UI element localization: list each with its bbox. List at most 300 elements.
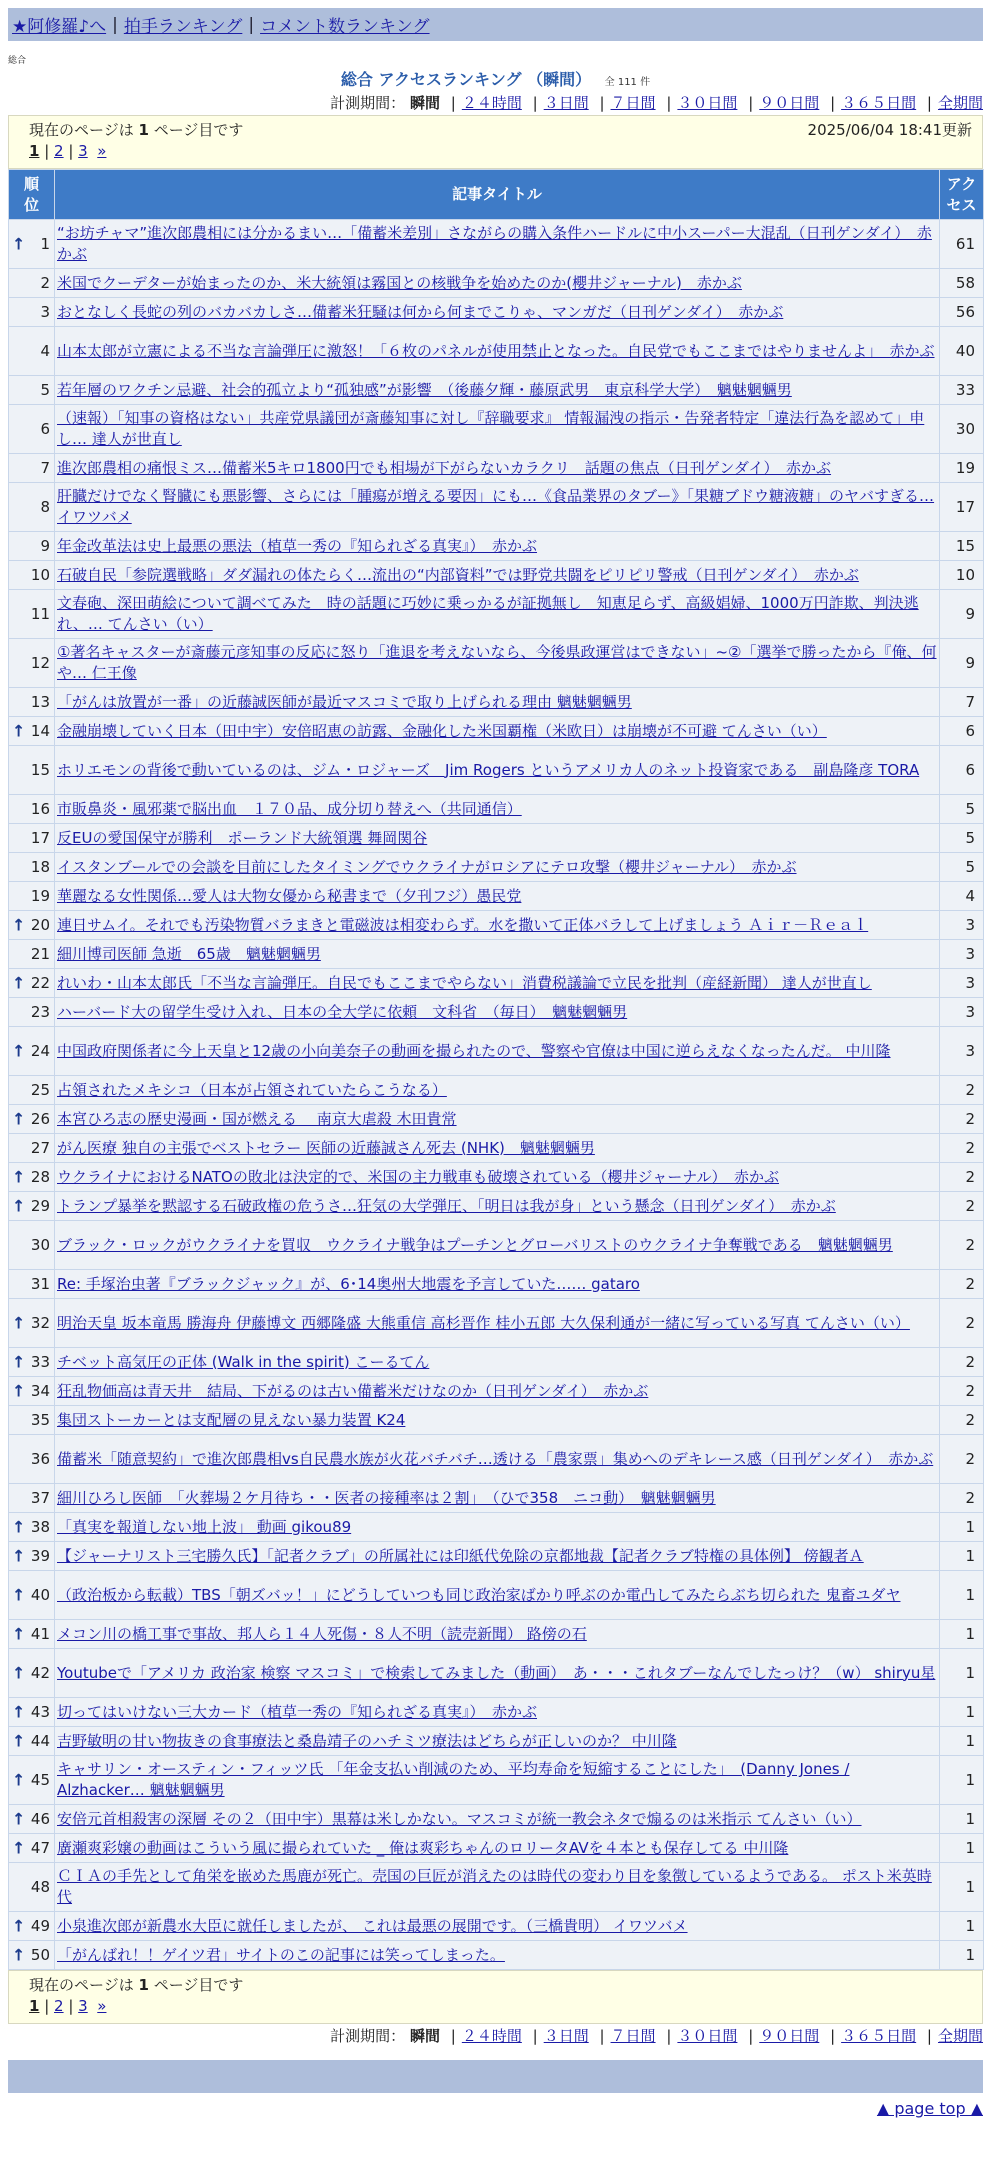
period-current: 瞬間 (409, 2027, 440, 2045)
table-row (9, 911, 984, 940)
table-row (9, 590, 984, 639)
rank-number: 30 (30, 1235, 50, 1254)
title-cell (55, 1105, 940, 1134)
article-link[interactable]: 切ってはいけない三大カード（植草一秀の『知られざる真実』） 赤かぶ (57, 1702, 538, 1721)
rank-cell (9, 1221, 55, 1270)
up-arrow-icon: ↑ (12, 1838, 26, 1858)
title-cell (55, 376, 940, 405)
page-status-bottom: 現在のページは 1 ページ目です (29, 1976, 244, 1994)
article-link[interactable]: 本宮ひろ志の歴史漫画・国が燃える 南京大虐殺 木田貴常 (57, 1109, 457, 1128)
table-row (9, 1756, 984, 1805)
access-count: 2 (940, 1134, 984, 1163)
period-365d[interactable]: ３６５日間 (841, 94, 917, 112)
pager-current-bottom: 1 (29, 1997, 40, 2015)
rank-number: 34 (30, 1381, 50, 1400)
table-row (9, 1620, 984, 1649)
period-selector: 計測期間： 瞬間 | ２４時間 | ３日間 | ７日間 | ３０日間 | ９０日間 | ３６５日間 | 全期間 (330, 94, 983, 112)
article-link[interactable]: 細川博司医師 急逝 65歳 魑魅魍魎男 (57, 944, 321, 963)
nav-separator: | (248, 14, 255, 35)
access-count: 1 (940, 1620, 984, 1649)
up-arrow-icon: ↑ (12, 1624, 26, 1644)
rank-cell (9, 483, 55, 532)
title-cell (55, 1513, 940, 1542)
article-link[interactable]: 「真実を報道しない地上波」 動画 gikou89 (57, 1517, 352, 1536)
page-title (8, 69, 983, 91)
up-arrow-icon: ↑ (12, 1352, 26, 1372)
table-row (9, 1727, 984, 1756)
article-link[interactable]: 集団ストーカーとは支配層の見えない暴力装置 K24 (57, 1410, 406, 1429)
access-count: 3 (940, 969, 984, 998)
page-status: 現在のページは 1 ページ目です (29, 121, 244, 139)
title-cell (55, 1756, 940, 1805)
title-cell (55, 639, 940, 688)
rank-number: 26 (30, 1109, 50, 1128)
pager-next[interactable]: » (97, 142, 107, 160)
access-count: 1 (940, 1912, 984, 1941)
rank-cell (9, 405, 55, 454)
rank-number: 49 (30, 1916, 50, 1935)
title-cell (55, 1163, 940, 1192)
rank-cell (9, 1620, 55, 1649)
table-row (9, 1027, 984, 1076)
rank-cell (9, 1027, 55, 1076)
rank-cell (9, 1192, 55, 1221)
title-cell (55, 1484, 940, 1513)
table-row (9, 1542, 984, 1571)
article-link[interactable]: メコン川の橋工事で事故、邦人ら１４人死傷・８人不明（読売新聞） 路傍の石 (57, 1624, 587, 1643)
period-3d[interactable]: ３日間 (543, 2027, 589, 2045)
table-row (9, 298, 984, 327)
rank-number: 13 (30, 692, 50, 711)
period-selector-bottom: 計測期間： 瞬間 | ２４時間 | ３日間 | ７日間 | ３０日間 | ９０日間 | ３６５日間 | 全期間 (330, 2027, 983, 2045)
article-link[interactable]: 若年層のワクチン忌避、社会的孤立より“孤独感”が影響 （後藤夕輝・藤原武男 東京科学大学） 魑魅魍魎男 (57, 380, 792, 399)
title-cell (55, 1941, 940, 1970)
rank-number: 32 (30, 1313, 50, 1332)
period-label: 計測期間： (330, 2027, 406, 2045)
access-count: 1 (940, 1698, 984, 1727)
table-row (9, 1863, 984, 1912)
article-link[interactable]: トランプ暴挙を黙認する石破政権の危うさ…狂気の大学弾圧、「明日は我が身」という懸念（日刊ゲンダイ） 赤かぶ (57, 1196, 836, 1215)
access-count: 6 (940, 746, 984, 795)
rank-cell (9, 1863, 55, 1912)
page-top-link[interactable]: ▲ page top ▲ (876, 2099, 983, 2118)
up-arrow-icon: ↑ (12, 1517, 26, 1537)
access-count: 1 (940, 1941, 984, 1970)
article-link[interactable]: 年金改革法は史上最悪の悪法（植草一秀の『知られざる真実』） 赤かぶ (57, 536, 538, 555)
rank-cell (9, 327, 55, 376)
table-row (9, 454, 984, 483)
article-link[interactable]: ホリエモンの背後で動いているのは、ジム・ロジャーズ Jim Rogers というアメリカ人のネット投資家である 副島隆彦 TORA (57, 760, 920, 779)
rank-number: 41 (30, 1624, 50, 1643)
table-row (9, 405, 984, 454)
rank-number: 2 (40, 273, 50, 292)
rank-number: 25 (30, 1080, 50, 1099)
rank-cell (9, 688, 55, 717)
rank-cell (9, 1756, 55, 1805)
rank-cell (9, 940, 55, 969)
article-link[interactable]: ＣＩＡの手先として角栄を嵌めた馬鹿が死亡。売国の巨匠が消えたのは時代の変わり目を象徴しているようである。 ポスト米英時代 (57, 1867, 932, 1906)
title-cell (55, 532, 940, 561)
rank-cell (9, 882, 55, 911)
article-link[interactable]: ブラック・ロックがウクライナを買収 ウクライナ戦争はプーチンとグローバリストのウクライナ争奪戦である 魑魅魍魎男 (57, 1235, 893, 1254)
access-count: 3 (940, 1027, 984, 1076)
access-count: 5 (940, 795, 984, 824)
table-row (9, 1221, 984, 1270)
article-link[interactable]: イスタンブールでの会談を目前にしたタイミングでウクライナがロシアにテロ攻撃（櫻井ジャーナル） 赤かぶ (57, 857, 797, 876)
access-count: 2 (940, 1192, 984, 1221)
rank-number: 28 (30, 1167, 50, 1186)
page-top-wrap (8, 2093, 983, 2118)
up-arrow-icon: ↑ (12, 1945, 26, 1965)
access-count: 33 (940, 376, 984, 405)
access-count: 2 (940, 1406, 984, 1435)
rank-cell (9, 1698, 55, 1727)
access-count: 1 (940, 1756, 984, 1805)
title-cell (55, 1698, 940, 1727)
rank-number: 47 (30, 1838, 50, 1857)
period-30d[interactable]: ３０日間 (677, 2027, 738, 2045)
rank-number: 27 (30, 1138, 50, 1157)
title-cell (55, 1912, 940, 1941)
rank-cell (9, 590, 55, 639)
table-row (9, 940, 984, 969)
up-arrow-icon: ↑ (12, 1770, 26, 1790)
title-cell (55, 1221, 940, 1270)
article-link[interactable]: キャサリン・オースティン・フィッツ氏 「年金支払い削減のため、平均寿命を短縮することにした」 (Danny Jones / Alzhacker… 魑魅魍魎男 (57, 1760, 850, 1799)
article-link[interactable]: 安倍元首相殺害の深層 その２（田中宇）黒幕は米しかない。マスコミが統一教会ネタで煽るのは米指示 てんさい（い） (57, 1809, 862, 1828)
title-cell (55, 1571, 940, 1620)
rank-cell (9, 639, 55, 688)
up-arrow-icon: ↑ (12, 1546, 26, 1566)
rank-number: 39 (30, 1546, 50, 1565)
rank-cell (9, 853, 55, 882)
rank-number: 10 (30, 565, 50, 584)
rank-cell (9, 1513, 55, 1542)
title-cell (55, 998, 940, 1027)
access-count: 2 (940, 1435, 984, 1484)
title-cell (55, 824, 940, 853)
title-cell (55, 405, 940, 454)
period-all[interactable]: 全期間 (937, 2027, 983, 2045)
table-row (9, 220, 984, 269)
article-link[interactable]: 【ジャーナリスト三宅勝久氏】「記者クラブ」の所属社には印紙代免除の京都地裁【記者クラブ特権の具体例】 傍観者Ａ (57, 1546, 864, 1565)
pager-page-3-bottom[interactable]: 3 (78, 1997, 88, 2015)
ranking-title: 総合 アクセスランキング （瞬間） (340, 70, 592, 89)
table-row (9, 327, 984, 376)
table-row (9, 1406, 984, 1435)
rank-cell (9, 269, 55, 298)
rank-number: 5 (40, 380, 50, 399)
article-link[interactable]: 細川ひろし医師 「火葬場２ケ月待ち・・医者の接種率は２割」 （ひで358 ニコ動） 魑魅魍魎男 (57, 1488, 716, 1507)
article-link[interactable]: 吉野敏明の甘い物抜きの食事療法と桑島靖子のハチミツ療法はどちらが正しいのか？ 中川隆 (57, 1731, 677, 1750)
rank-cell (9, 824, 55, 853)
table-row (9, 1348, 984, 1377)
rank-number: 12 (30, 653, 50, 672)
access-count: 2 (940, 1299, 984, 1348)
rank-number: 38 (30, 1517, 50, 1536)
table-row (9, 532, 984, 561)
table-row (9, 1192, 984, 1221)
rank-cell (9, 1834, 55, 1863)
title-cell (55, 1834, 940, 1863)
table-row (9, 1299, 984, 1348)
pager-page-2[interactable]: 2 (54, 142, 64, 160)
article-link[interactable]: 小泉進次郎が新農水大臣に就任しましたが、 これは最悪の展開です。（三橋貴明） イワツバメ (57, 1916, 688, 1935)
title-cell (55, 969, 940, 998)
table-row (9, 1377, 984, 1406)
title-cell (55, 1377, 940, 1406)
rank-number: 48 (30, 1877, 50, 1896)
period-all[interactable]: 全期間 (937, 94, 983, 112)
article-link[interactable]: 狂乱物価高は青天井 結局、下がるのは古い備蓄米だけなのか（日刊ゲンダイ） 赤かぶ (57, 1381, 649, 1400)
title-cell (55, 688, 940, 717)
pager-bottom: 現在のページは 1 ページ目です 1 | 2 | 3 » (8, 1970, 983, 2024)
title-cell (55, 1805, 940, 1834)
article-link[interactable]: 進次郎農相の痛恨ミス…備蓄米5キロ1800円でも相場が下がらないカラクリ 話題の焦点（日刊ゲンダイ） 赤かぶ (57, 458, 832, 477)
table-row (9, 1649, 984, 1698)
period-24h[interactable]: ２４時間 (461, 94, 522, 112)
period-3d[interactable]: ３日間 (543, 94, 589, 112)
title-cell (55, 746, 940, 795)
rank-number: 46 (30, 1809, 50, 1828)
nav-link-ashura[interactable]: ★阿修羅♪へ (12, 17, 107, 37)
article-link[interactable]: 中国政府関係者に今上天皇と12歳の小向美奈子の動画を撮られたので、警察や官僚は中国に逆らえなくなったんだ。 中川隆 (57, 1041, 891, 1060)
table-row (9, 998, 984, 1027)
title-cell (55, 1192, 940, 1221)
up-arrow-icon: ↑ (12, 1731, 26, 1751)
title-cell (55, 483, 940, 532)
top-nav-bar (8, 8, 983, 41)
table-row (9, 969, 984, 998)
rank-number: 18 (30, 857, 50, 876)
rank-number: 37 (30, 1488, 50, 1507)
rank-cell (9, 1727, 55, 1756)
table-row (9, 1698, 984, 1727)
article-link[interactable]: 反EUの愛国保守が勝利 ポーランド大統領選 舞岡関谷 (57, 828, 428, 847)
article-link[interactable]: 廣瀬爽彩嬢の動画はこういう風に撮られていた _ 俺は爽彩ちゃんのロリータAVを４本とも保存してる 中川隆 (57, 1838, 789, 1857)
table-row (9, 853, 984, 882)
pager-page-3[interactable]: 3 (78, 142, 88, 160)
nav-link-clap-ranking[interactable]: 拍手ランキング (123, 17, 243, 37)
nav-separator: | (112, 14, 118, 35)
article-link[interactable]: ハーバード大の留学生受け入れ、日本の全大学に依頼 文科省 （毎日） 魑魅魍魎男 (57, 1002, 628, 1021)
article-link[interactable]: ウクライナにおけるNATOの敗北は決定的で、米国の主力戦車も破壊されている（櫻井ジャーナル） 赤かぶ (57, 1167, 779, 1186)
up-arrow-icon: ↑ (12, 1041, 26, 1061)
title-cell (55, 717, 940, 746)
title-cell (55, 1863, 940, 1912)
ranking-table (8, 169, 984, 1970)
title-cell (55, 454, 940, 483)
rank-cell (9, 1542, 55, 1571)
title-cell (55, 1027, 940, 1076)
title-cell (55, 590, 940, 639)
rank-cell (9, 1348, 55, 1377)
rank-number: 24 (30, 1041, 50, 1060)
table-row (9, 1270, 984, 1299)
table-row (9, 1513, 984, 1542)
up-arrow-icon: ↑ (12, 1109, 26, 1129)
rank-number: 35 (30, 1410, 50, 1429)
title-cell (55, 911, 940, 940)
rank-number: 22 (30, 973, 50, 992)
table-row (9, 1076, 984, 1105)
access-count: 15 (940, 532, 984, 561)
rank-number: 44 (30, 1731, 50, 1750)
nav-link-comment-ranking[interactable]: コメント数ランキング (260, 17, 430, 37)
up-arrow-icon: ↑ (12, 915, 26, 935)
rank-number: 15 (30, 760, 50, 779)
up-arrow-icon: ↑ (12, 234, 26, 254)
period-current: 瞬間 (409, 94, 440, 112)
rank-number: 31 (30, 1274, 50, 1293)
article-link[interactable]: おとなしく長蛇の列のバカバカしさ…備蓄米狂騒は何から何までこりゃ、マンガだ（日刊ゲンダイ） 赤かぶ (57, 302, 784, 321)
rank-cell (9, 1076, 55, 1105)
article-link[interactable]: 肝臓だけでなく腎臓にも悪影響、さらには「腫瘍が増える要因」にも…《食品業界のタブー》「果糖ブドウ糖液糖」のヤバすぎる… イワツバメ (57, 487, 935, 526)
title-cell (55, 327, 940, 376)
article-link[interactable]: Youtubeで「アメリカ 政治家 検察 マスコミ」で検索してみました（動画） あ・・・これタブーなんでしたっけ？（w） shiryu星 (57, 1663, 936, 1682)
article-link[interactable]: 連日サムイ。それでも汚染物質バラまきと電磁波は相変わらず。水を撒いて正体バラして上げましょう Ａｉｒ－Ｒｅａｌ (57, 915, 869, 934)
rank-cell (9, 746, 55, 795)
access-count: 10 (940, 561, 984, 590)
table-row (9, 1484, 984, 1513)
article-link[interactable]: 備蓄米「随意契約」で進次郎農相vs自民農水族が火花バチバチ…透ける「農家票」集めへのデキレース感（日刊ゲンダイ） 赤かぶ (57, 1449, 934, 1468)
header-rank: 順位 (9, 170, 55, 220)
title-cell (55, 1727, 940, 1756)
article-link[interactable]: Re: 手塚治虫著『ブラックジャック』が、6･14奥州大地震を予言していた…… gataro (57, 1274, 640, 1293)
article-link[interactable]: 華麗なる女性関係…愛人は大物女優から秘書まで（夕刊フジ）愚民党 (57, 886, 522, 905)
rank-cell (9, 1270, 55, 1299)
period-90d[interactable]: ９０日間 (759, 2027, 820, 2045)
access-count: 2 (940, 1484, 984, 1513)
article-link[interactable]: “お坊チャマ”進次郎農相には分かるまい…「備蓄米差別」さながらの購入条件ハードルに中小スーパー大混乱（日刊ゲンダイ） 赤かぶ (57, 224, 932, 263)
rank-number: 43 (30, 1702, 50, 1721)
access-count: 2 (940, 1105, 984, 1134)
article-link[interactable]: 山本太郎が立憲による不当な言論弾圧に激怒！「６枚のパネルが使用禁止となった。自民党でもここまではやりませんよ」 赤かぶ (57, 341, 935, 360)
article-link[interactable]: れいわ・山本太郎氏「不当な言論弾圧。自民でもここまでやらない」消費税議論で立民を批判（産経新聞） 達人が世直し (57, 973, 872, 992)
rank-cell (9, 561, 55, 590)
period-365d[interactable]: ３６５日間 (841, 2027, 917, 2045)
title-cell (55, 561, 940, 590)
table-row (9, 639, 984, 688)
table-row (9, 882, 984, 911)
access-count: 7 (940, 688, 984, 717)
rank-cell (9, 795, 55, 824)
header-access: アクセス (940, 170, 984, 220)
rank-number: 29 (30, 1196, 50, 1215)
rank-cell (9, 220, 55, 269)
rank-cell (9, 454, 55, 483)
article-link[interactable]: チベット高気圧の正体 (Walk in the spirit) こーるてん (57, 1352, 430, 1371)
article-link[interactable]: 市販鼻炎・風邪薬で脳出血 １７０品、成分切り替えへ（共同通信） (57, 799, 522, 818)
rank-number: 21 (30, 944, 50, 963)
article-link[interactable]: 米国でクーデターが始まったのか、米大統領は霧国との核戦争を始めたのか(櫻井ジャーナル) 赤かぶ (57, 273, 742, 292)
period-30d[interactable]: ３０日間 (677, 94, 738, 112)
up-arrow-icon: ↑ (12, 1585, 26, 1605)
article-link[interactable]: （政治板から転載）TBS「朝ズバッ！」にどうしていつも同じ政治家ばかり呼ぶのか電凸してみたらぶち切られた 鬼畜ユダヤ (57, 1585, 901, 1604)
table-row (9, 746, 984, 795)
access-count: 1 (940, 1834, 984, 1863)
rank-number: 42 (30, 1663, 50, 1682)
article-link[interactable]: （速報）「知事の資格はない」共産党県議団が斎藤知事に対し『辞職要求』 情報漏洩の指示・告発者特定「違法行為を認めて」申し… 達人が世直し (57, 409, 925, 448)
access-count: 1 (940, 1513, 984, 1542)
article-link[interactable]: 「がんは放置が一番」の近藤誠医師が最近マスコミで取り上げられる理由 魑魅魍魎男 (57, 692, 632, 711)
title-cell (55, 1134, 940, 1163)
title-cell (55, 1348, 940, 1377)
rank-number: 40 (30, 1585, 50, 1604)
up-arrow-icon: ↑ (12, 973, 26, 993)
article-link[interactable]: 石破自民「参院選戦略」ダダ漏れの体たらく…流出の“内部資料”では野党共闘をピリピリ警戒（日刊ゲンダイ） 赤かぶ (57, 565, 859, 584)
period-7d[interactable]: ７日間 (610, 2027, 656, 2045)
article-link[interactable]: がん医療 独自の主張でベストセラー 医師の近藤誠さん死去 (NHK) 魑魅魍魎男 (57, 1138, 595, 1157)
table-row (9, 1941, 984, 1970)
table-row (9, 269, 984, 298)
access-count: 9 (940, 590, 984, 639)
title-cell (55, 1299, 940, 1348)
rank-number: 33 (30, 1352, 50, 1371)
article-link[interactable]: 文春砲、深田萌絵について調べてみた 時の話題に巧妙に乗っかるが証拠無し 知恵足らず、高級娼婦、1000万円詐欺、判決逃れ、… てんさい（い） (57, 594, 919, 633)
article-link[interactable]: 金融崩壊していく日本（田中宇）安倍昭恵の訪露、金融化した米国覇権（米欧日）は崩壊が不可避 てんさい（い） (57, 721, 827, 740)
rank-cell (9, 1377, 55, 1406)
article-link[interactable]: 「がんばれ！！ゲイツ君」サイトのこの記事には笑ってしまった。 (57, 1945, 505, 1964)
rank-number: 36 (30, 1449, 50, 1468)
rank-number: 16 (30, 799, 50, 818)
title-cell (55, 1435, 940, 1484)
article-link[interactable]: 明治天皇 坂本竜馬 勝海舟 伊藤博文 西郷隆盛 大熊重信 高杉晋作 桂小五郎 大久保利通が一緒に写っている写真 てんさい（い） (57, 1313, 910, 1332)
up-arrow-icon: ↑ (12, 1809, 26, 1829)
access-count: 1 (940, 1805, 984, 1834)
pager-next-bottom[interactable]: » (97, 1997, 107, 2015)
rank-cell (9, 1299, 55, 1348)
table-row (9, 1435, 984, 1484)
title-cell (55, 853, 940, 882)
access-count: 1 (940, 1542, 984, 1571)
title-cell (55, 1542, 940, 1571)
rank-number: 19 (30, 886, 50, 905)
period-24h[interactable]: ２４時間 (461, 2027, 522, 2045)
rank-cell (9, 911, 55, 940)
up-arrow-icon: ↑ (12, 1916, 26, 1936)
rank-cell (9, 1941, 55, 1970)
article-link[interactable]: 占領されたメキシコ（日本が占領されていたらこうなる） (57, 1080, 447, 1099)
up-arrow-icon: ↑ (12, 1702, 26, 1722)
access-count: 3 (940, 940, 984, 969)
pager-page-2-bottom[interactable]: 2 (54, 1997, 64, 2015)
rank-cell (9, 998, 55, 1027)
period-7d[interactable]: ７日間 (610, 94, 656, 112)
access-count: 17 (940, 483, 984, 532)
access-count: 61 (940, 220, 984, 269)
rank-cell (9, 1435, 55, 1484)
rank-cell (9, 1484, 55, 1513)
table-row (9, 824, 984, 853)
access-count: 40 (940, 327, 984, 376)
access-count: 2 (940, 1377, 984, 1406)
access-count: 9 (940, 639, 984, 688)
title-cell (55, 1270, 940, 1299)
rank-number: 14 (30, 721, 50, 740)
up-arrow-icon: ↑ (12, 1196, 26, 1216)
article-link[interactable]: ①著名キャスターが斎藤元彦知事の反応に怒り「進退を考えないなら、今後県政運営はできない」~②「選挙で勝ったから『俺、何や… 仁王像 (57, 643, 937, 682)
title-cell (55, 1076, 940, 1105)
rank-cell (9, 532, 55, 561)
up-arrow-icon: ↑ (12, 1381, 26, 1401)
title-cell (55, 795, 940, 824)
rank-cell (9, 1163, 55, 1192)
table-row (9, 1571, 984, 1620)
header-title: 記事タイトル (55, 170, 940, 220)
period-90d[interactable]: ９０日間 (759, 94, 820, 112)
title-cell (55, 1620, 940, 1649)
